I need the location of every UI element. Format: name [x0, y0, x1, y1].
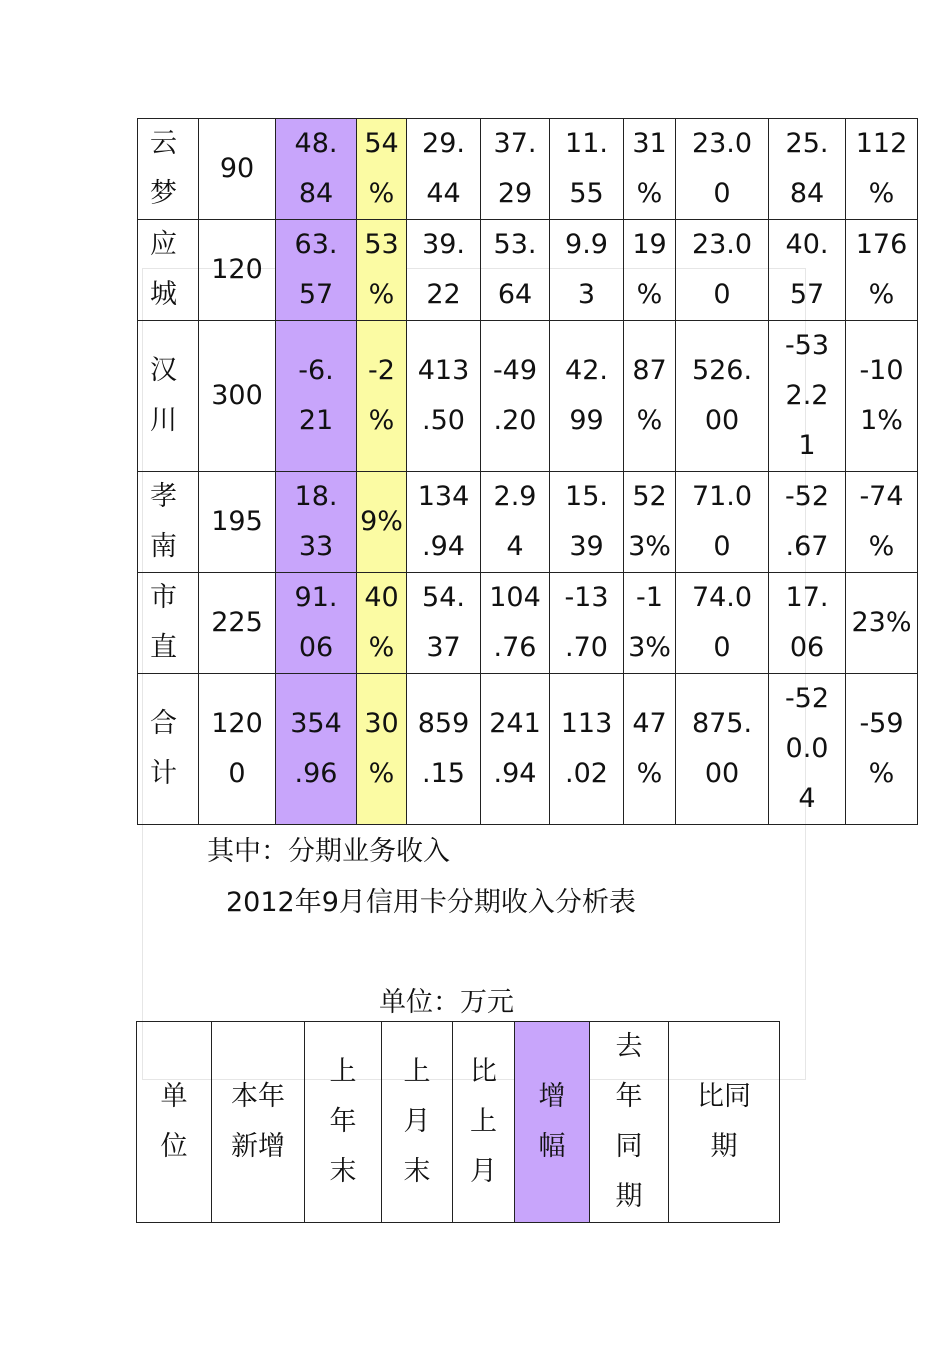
cell-plan	[199, 674, 276, 825]
cell-text: 52 3%	[628, 481, 671, 562]
table-row	[138, 321, 918, 472]
column-header-text: 上 年 末	[329, 1056, 357, 1187]
cell-vs-prev-month-pct	[624, 674, 676, 825]
section-note: 其中：分期业务收入	[207, 836, 450, 867]
cell-last-year-same	[676, 119, 769, 220]
cell-increase	[276, 573, 357, 674]
cell-text: 9.9 3	[565, 229, 608, 310]
column-header	[137, 1022, 212, 1223]
cell-increase	[276, 674, 357, 825]
cell-text: 40. 57	[785, 229, 829, 310]
unit-label: 单位：万元	[379, 987, 514, 1018]
cell-plan	[199, 573, 276, 674]
cell-text: 112 %	[855, 128, 908, 209]
cell-text: 53. 64	[493, 229, 537, 310]
cell-increase	[276, 321, 357, 472]
cell-text: 526. 00	[691, 355, 753, 436]
column-header-text: 比同 期	[697, 1081, 751, 1162]
cell-text: 39. 22	[422, 229, 465, 310]
cell-text: 17. 06	[785, 582, 829, 663]
cell-vs-prev-month	[550, 573, 624, 674]
cell-vs-prev-month-pct	[624, 573, 676, 674]
cell-text: -52 0.0 4	[784, 683, 830, 814]
column-header-text: 比 上 月	[470, 1056, 497, 1187]
cell-plan	[199, 321, 276, 472]
cell-text: 云 梦	[150, 128, 177, 209]
cell-text: 241 .94	[489, 708, 541, 789]
cell-vs-prev-month-pct	[624, 321, 676, 472]
column-header-text: 上 月 末	[403, 1056, 431, 1187]
cell-vs-same-period-pct	[846, 674, 918, 825]
cell-text: 42. 99	[565, 355, 608, 436]
cell-vs-prev-month-pct	[624, 119, 676, 220]
cell-increase-pct	[357, 573, 407, 674]
cell-last-year-same	[676, 472, 769, 573]
cell-text: 195	[211, 506, 263, 537]
cell-vs-same-period	[769, 674, 846, 825]
cell-text: 市 直	[150, 582, 177, 663]
cell-prev-month-end	[481, 220, 550, 321]
cell-text: 120 0	[211, 708, 263, 789]
cell-vs-same-period	[769, 119, 846, 220]
installment-income-table	[136, 1021, 780, 1223]
cell-text: 48. 84	[294, 128, 338, 209]
column-header-text: 增 幅	[538, 1081, 566, 1162]
cell-vs-prev-month	[550, 674, 624, 825]
cell-increase-pct	[357, 119, 407, 220]
cell-prev-month-end	[481, 674, 550, 825]
cell-vs-prev-month-pct	[624, 472, 676, 573]
column-header	[382, 1022, 453, 1223]
column-header-text: 本年 新增	[231, 1081, 285, 1162]
cell-text: -1 3%	[628, 582, 671, 663]
cell-text: 87 %	[632, 355, 667, 436]
cell-text: 孝 南	[150, 481, 177, 562]
cell-text: 29. 44	[422, 128, 465, 209]
cell-text: -10 1%	[859, 355, 904, 436]
cell-text: 104 .76	[489, 582, 541, 663]
cell-vs-prev-month	[550, 220, 624, 321]
cell-text: 859 .15	[417, 708, 470, 789]
cell-text: 120	[211, 254, 263, 285]
table-row	[138, 220, 918, 321]
cell-vs-prev-month	[550, 321, 624, 472]
cell-text: 71.0 0	[691, 481, 753, 562]
cell-text: 90	[219, 153, 255, 184]
cell-text: 134 .94	[417, 481, 470, 562]
cell-text: 47 %	[632, 708, 667, 789]
cell-vs-same-period	[769, 321, 846, 472]
cell-text: -49 .20	[492, 355, 538, 436]
cell-increase-pct	[357, 674, 407, 825]
cell-name	[138, 472, 199, 573]
cell-prev-month-end	[481, 119, 550, 220]
cell-text: 9%	[360, 506, 403, 537]
column-header	[212, 1022, 305, 1223]
cell-name	[138, 321, 199, 472]
cell-text: 2.9 4	[493, 481, 537, 562]
cell-text: 54 %	[364, 128, 399, 209]
cell-plan	[199, 220, 276, 321]
cell-prev-year-end	[407, 220, 481, 321]
cell-vs-same-period-pct	[846, 220, 918, 321]
column-header	[515, 1022, 590, 1223]
cell-vs-prev-month-pct	[624, 220, 676, 321]
cell-text: -6. 21	[298, 355, 334, 436]
cell-text: -59 %	[859, 708, 904, 789]
branch-income-table	[137, 118, 918, 825]
cell-increase	[276, 220, 357, 321]
cell-text: 354 .96	[290, 708, 342, 789]
cell-text: 23.0 0	[691, 229, 753, 310]
table-row	[138, 119, 918, 220]
cell-text: 37. 29	[493, 128, 537, 209]
cell-prev-year-end	[407, 573, 481, 674]
cell-increase-pct	[357, 220, 407, 321]
cell-vs-same-period	[769, 220, 846, 321]
cell-vs-same-period-pct	[846, 573, 918, 674]
cell-text: 19 %	[632, 229, 667, 310]
cell-prev-year-end	[407, 119, 481, 220]
cell-last-year-same	[676, 220, 769, 321]
cell-last-year-same	[676, 573, 769, 674]
cell-name	[138, 119, 199, 220]
cell-text: 63. 57	[294, 229, 338, 310]
cell-prev-year-end	[407, 472, 481, 573]
column-header-text: 单 位	[160, 1081, 188, 1162]
cell-prev-month-end	[481, 573, 550, 674]
cell-plan	[199, 472, 276, 573]
table-row	[138, 674, 918, 825]
cell-increase	[276, 472, 357, 573]
cell-text: 176 %	[855, 229, 908, 310]
column-header	[453, 1022, 515, 1223]
cell-increase-pct	[357, 472, 407, 573]
cell-text: 413 .50	[417, 355, 470, 436]
cell-text: 875. 00	[691, 708, 753, 789]
cell-text: 18. 33	[294, 481, 338, 562]
table-row	[138, 573, 918, 674]
cell-prev-year-end	[407, 674, 481, 825]
cell-text: 300	[211, 380, 263, 411]
cell-last-year-same	[676, 674, 769, 825]
header-row	[137, 1022, 780, 1223]
cell-text: 113 .02	[560, 708, 613, 789]
cell-vs-same-period	[769, 573, 846, 674]
cell-vs-prev-month	[550, 472, 624, 573]
cell-text: -74 %	[859, 481, 904, 562]
cell-text: 74.0 0	[691, 582, 753, 663]
cell-text: 53 %	[364, 229, 399, 310]
cell-prev-month-end	[481, 321, 550, 472]
cell-text: 30 %	[364, 708, 399, 789]
column-header	[590, 1022, 669, 1223]
cell-increase	[276, 119, 357, 220]
cell-text: 15. 39	[565, 481, 608, 562]
cell-text: 91. 06	[294, 582, 338, 663]
cell-text: 31 %	[632, 128, 667, 209]
column-header	[669, 1022, 780, 1223]
cell-increase-pct	[357, 321, 407, 472]
cell-text: 225	[211, 607, 263, 638]
cell-text: 25. 84	[785, 128, 829, 209]
cell-last-year-same	[676, 321, 769, 472]
cell-plan	[199, 119, 276, 220]
cell-name	[138, 674, 199, 825]
cell-name	[138, 220, 199, 321]
installment-table-title: 2012年9月信用卡分期收入分析表	[226, 887, 636, 918]
cell-text: 40 %	[364, 582, 399, 663]
cell-text: -2 %	[368, 355, 395, 436]
cell-text: -53 2.2 1	[784, 330, 830, 461]
cell-vs-same-period-pct	[846, 472, 918, 573]
cell-text: 23.0 0	[691, 128, 753, 209]
cell-prev-month-end	[481, 472, 550, 573]
cell-text: -13 .70	[564, 582, 609, 663]
cell-prev-year-end	[407, 321, 481, 472]
cell-name	[138, 573, 199, 674]
column-header-text: 去 年 同 期	[615, 1031, 643, 1212]
cell-text: -52 .67	[784, 481, 830, 562]
cell-text: 54. 37	[422, 582, 465, 663]
cell-text: 23%	[851, 607, 912, 638]
cell-vs-same-period-pct	[846, 321, 918, 472]
cell-vs-prev-month	[550, 119, 624, 220]
cell-text: 合 计	[150, 708, 177, 789]
table-row	[138, 472, 918, 573]
branch-income-table-body	[138, 119, 918, 825]
cell-text: 汉 川	[150, 355, 177, 436]
cell-text: 应 城	[150, 229, 177, 310]
column-header	[305, 1022, 382, 1223]
cell-vs-same-period	[769, 472, 846, 573]
cell-vs-same-period-pct	[846, 119, 918, 220]
cell-text: 11. 55	[565, 128, 608, 209]
